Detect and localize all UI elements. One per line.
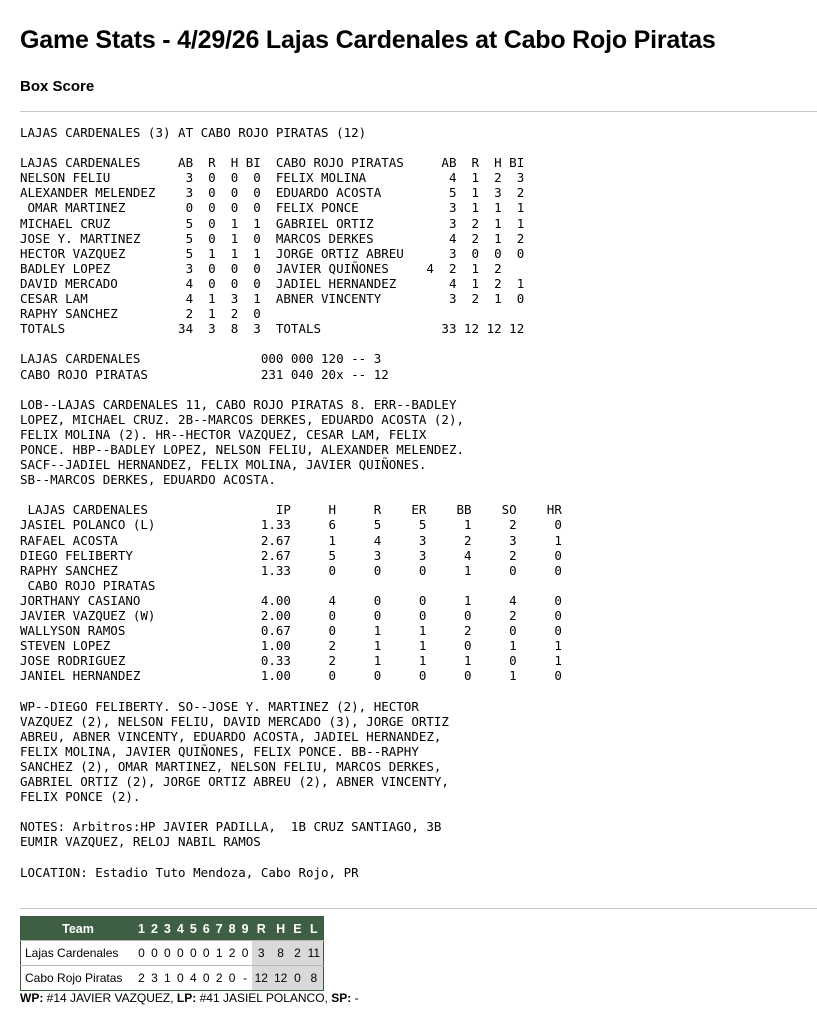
divider-top xyxy=(20,111,817,112)
line-score-row-cabo-rojo xyxy=(21,966,324,991)
line-score-table xyxy=(20,916,324,991)
inning-score: 2 xyxy=(135,966,148,991)
total-hits: 12 xyxy=(271,966,290,991)
header-inning-5: 5 xyxy=(187,917,200,941)
inning-score: 0 xyxy=(200,966,213,991)
inning-score: 2 xyxy=(226,941,239,966)
inning-score: 0 xyxy=(174,941,187,966)
header-inning-8: 8 xyxy=(226,917,239,941)
inning-score: 0 xyxy=(187,941,200,966)
wp-label: WP: xyxy=(20,991,44,1005)
header-inning-2: 2 xyxy=(148,917,161,941)
inning-score: - xyxy=(239,966,252,991)
header-left-on-base: L xyxy=(305,917,324,941)
inning-score: 0 xyxy=(148,941,161,966)
team-name: Lajas Cardenales xyxy=(21,941,136,966)
line-score-row-lajas xyxy=(21,941,324,966)
box-score-text: LAJAS CARDENALES (3) AT CABO ROJO PIRATAS (12) LAJAS CARDENALES AB R H BI CABO ROJO PIRATAS AB R H BI NELSON FELIU 3 0 0 0 FELIX MOLINA 4 1 2 3 ALEXANDER MELENDEZ 3 0 0 0 EDUARDO ACOSTA 5 1 3 2 OMAR MARTINEZ 0 0 0 0 FELIX PONCE 3 1 1 1 MICHAEL CRUZ 5 0 1 1 GABRIEL ORTIZ 3 2 1 1 JOSE Y. MARTINEZ 5 0 1 0 MARCOS DERKES 4 2 1 2 HECTOR VAZQUEZ 5 1 1 1 JORGE ORTIZ ABREU 3 0 0 0 BADLEY LOPEZ 3 0 0 0 JAVIER QUIÑONES 4 2 1 2 DAVID MERCADO 4 0 0 0 JADIEL HERNANDEZ 4 1 2 1 CESAR LAM 4 1 3 1 ABNER VINCENTY 3 2 1 0 RAPHY SANCHEZ 2 1 2 0 TOTALS 34 3 8 3 TOTALS 33 12 12 12 LAJAS CARDENALES 000 000 120 -- 3 CABO ROJO PIRATAS 231 040 20x -- 12 LOB--LAJAS CARDENALES 11, CABO ROJO PIRATAS 8. ERR--BADLEY LOPEZ, MICHAEL CRUZ. 2B--MARCOS DERKES, EDUARDO ACOSTA (2), FELIX MOLINA (2). HR--HECTOR VAZQUEZ, CESAR LAM, FELIX PONCE. HBP--BADLEY LOPEZ, NELSON FELIU, ALEXANDER MELENDEZ. SACF--JADIEL HERNANDEZ, FELIX MOLINA, JAVIER QUIÑONES. SB--MARCOS DERKES, EDUARDO ACOSTA. LAJAS CARDENALES IP H R ER BB SO HR JASIEL POLANCO (L) 1.33 6 5 5 1 2 0 RAFAEL ACOSTA 2.67 1 4 3 2 3 1 DIEGO FELIBERTY 2.67 5 3 3 4 2 0 RAPHY SANCHEZ 1.33 0 0 0 1 0 0 CABO ROJO PIRATAS JORTHANY CASIANO 4.00 4 0 0 1 4 0 JAVIER VAZQUEZ (W) 2.00 0 0 0 0 2 0 WALLYSON RAMOS 0.67 0 1 1 2 0 0 STEVEN LOPEZ 1.00 2 1 1 0 1 1 JOSE RODRIGUEZ 0.33 2 1 1 1 0 1 JANIEL HERNANDEZ 1.00 0 0 0 0 1 0 WP--DIEGO FELIBERTY. SO--JOSE Y. MARTINEZ (2), HECTOR VAZQUEZ (2), NELSON FELIU, DAVID MERCADO (3), JORGE ORTIZ ABREU, ABNER VINCENTY, EDUARDO ACOSTA, JADIEL HERNANDEZ, FELIX MOLINA, JAVIER QUIÑONES, FELIX PONCE. BB--RAPHY SANCHEZ (2), OMAR MARTINEZ, NELSON FELIU, MARCOS DERKES, GABRIEL ORTIZ (2), JORGE ORTIZ ABREU (2), ABNER VINCENTY, FELIX PONCE (2). NOTES: Arbitros:HP JAVIER PADILLA, 1B CRUZ SANTIAGO, 3B EUMIR VAZQUEZ, RELOJ NABIL RAMOS LOCATION: Estadio Tuto Mendoza, Cabo Rojo, PR xyxy=(20,125,562,880)
total-left-on-base: 11 xyxy=(305,941,324,966)
inning-score: 0 xyxy=(174,966,187,991)
header-inning-3: 3 xyxy=(161,917,174,941)
inning-score: 1 xyxy=(161,966,174,991)
header-inning-6: 6 xyxy=(200,917,213,941)
header-inning-7: 7 xyxy=(213,917,226,941)
total-left-on-base: 8 xyxy=(305,966,324,991)
inning-score: 4 xyxy=(187,966,200,991)
header-inning-1: 1 xyxy=(135,917,148,941)
inning-score: 3 xyxy=(148,966,161,991)
lp-label: LP: xyxy=(176,991,197,1005)
inning-score: 2 xyxy=(213,966,226,991)
header-team: Team xyxy=(21,917,136,941)
total-hits: 8 xyxy=(271,941,290,966)
header-inning-4: 4 xyxy=(174,917,187,941)
total-errors: 0 xyxy=(290,966,304,991)
divider-bottom xyxy=(20,908,817,909)
inning-score: 0 xyxy=(161,941,174,966)
header-inning-9: 9 xyxy=(239,917,252,941)
header-errors: E xyxy=(290,917,304,941)
page-title: Game Stats - 4/29/26 Lajas Cardenales at Cabo Rojo Piratas xyxy=(20,26,716,54)
pitchers-of-record xyxy=(20,991,359,1005)
header-hits: H xyxy=(271,917,290,941)
total-runs: 3 xyxy=(252,941,271,966)
team-name: Cabo Rojo Piratas xyxy=(21,966,136,991)
total-errors: 2 xyxy=(290,941,304,966)
wp-value: #14 JAVIER VAZQUEZ, xyxy=(43,991,177,1005)
inning-score: 0 xyxy=(239,941,252,966)
inning-score: 0 xyxy=(135,941,148,966)
section-title-box-score: Box Score xyxy=(20,78,95,95)
total-runs: 12 xyxy=(252,966,271,991)
sp-value: - xyxy=(351,991,359,1005)
inning-score: 1 xyxy=(213,941,226,966)
lp-value: #41 JASIEL POLANCO, xyxy=(196,991,332,1005)
sp-label: SP: xyxy=(331,991,352,1005)
header-runs: R xyxy=(252,917,271,941)
inning-score: 0 xyxy=(200,941,213,966)
inning-score: 0 xyxy=(226,966,239,991)
line-score-header-row xyxy=(21,917,324,941)
